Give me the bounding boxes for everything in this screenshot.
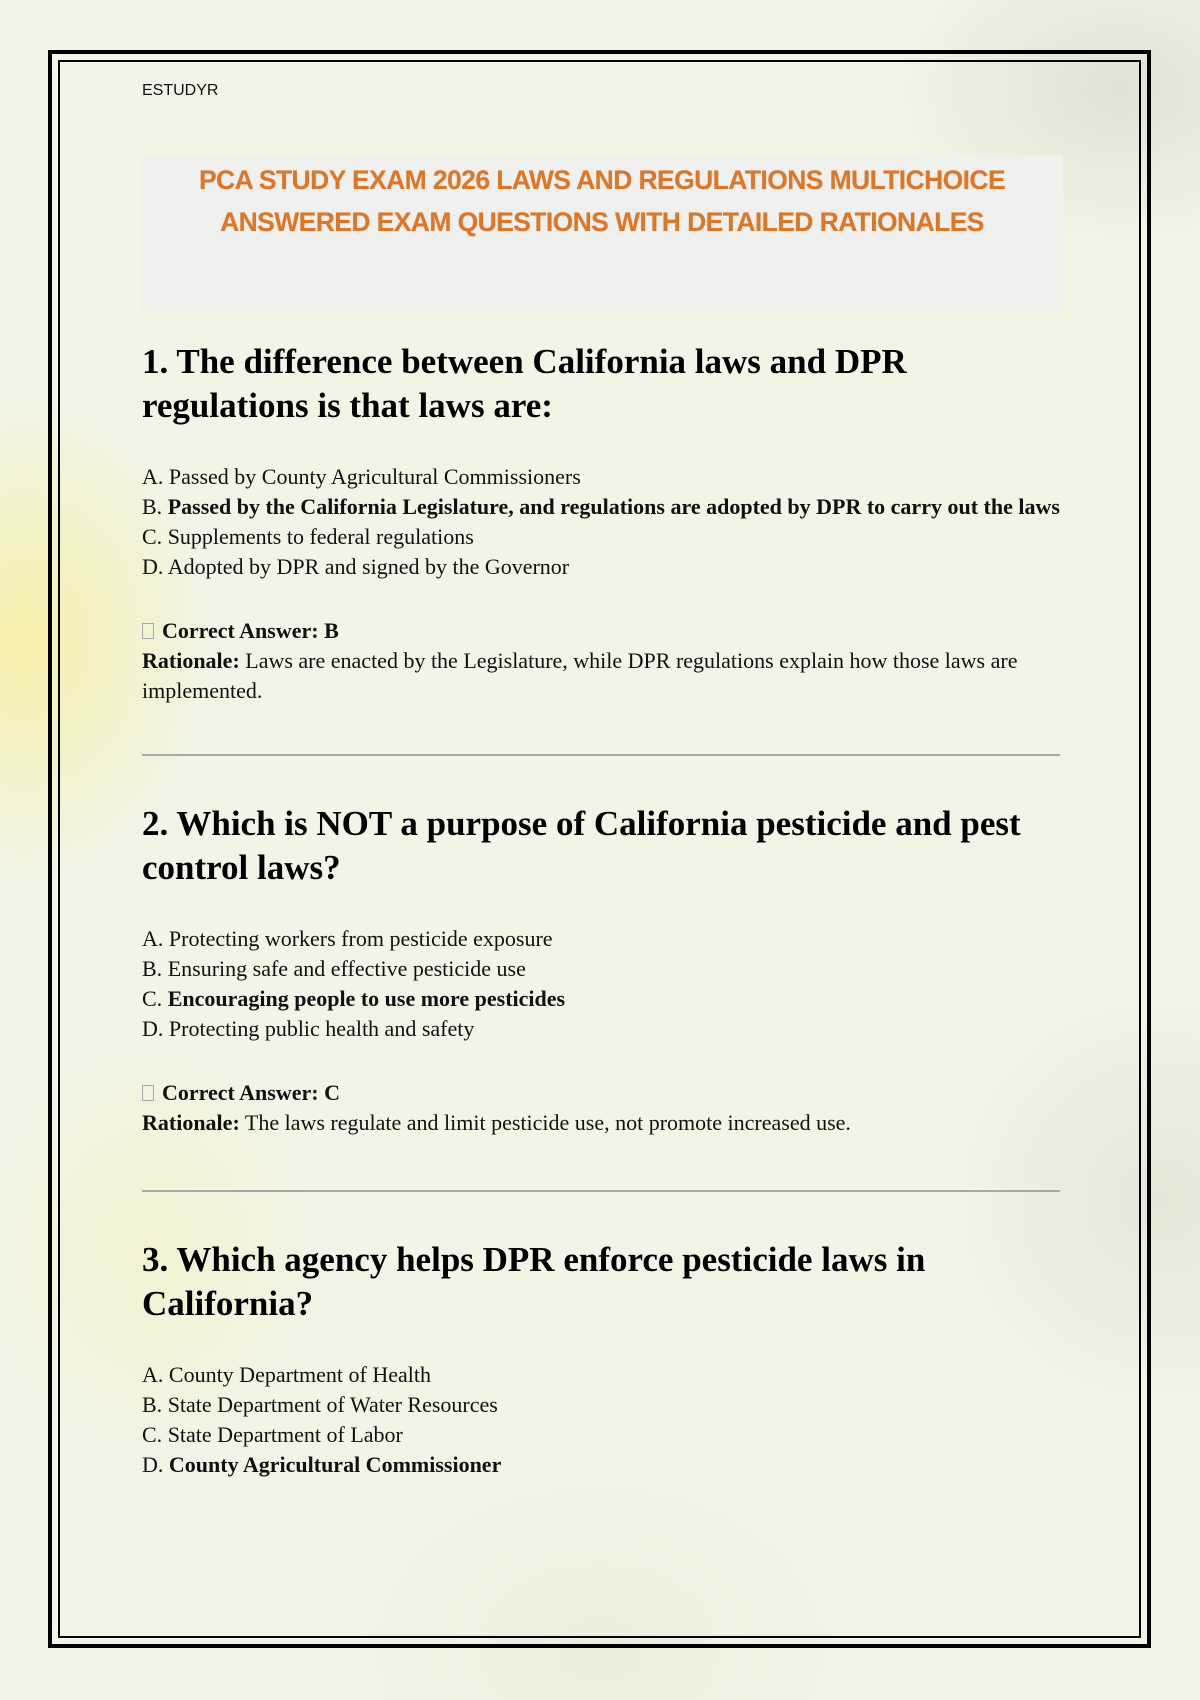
options-list xyxy=(142,924,1062,1044)
document-title xyxy=(141,155,1063,243)
option-letter: B. xyxy=(142,956,163,981)
rationale xyxy=(142,1108,1062,1138)
question-heading: 2. Which is NOT a purpose of California pesticide and pest control laws? xyxy=(142,804,1021,887)
option-c xyxy=(142,1420,1062,1450)
option-text: State Department of Water Resources xyxy=(167,1392,498,1417)
option-text: Supplements to federal regulations xyxy=(167,524,474,549)
section-divider xyxy=(142,1190,1060,1192)
answer-block xyxy=(142,1078,1062,1138)
option-b xyxy=(142,954,1062,984)
option-letter: C. xyxy=(142,1422,163,1447)
option-text-correct: Passed by the California Legislature, and regulations are adopted by DPR to carry out the laws xyxy=(167,494,1060,519)
option-letter: A. xyxy=(142,926,164,951)
option-a xyxy=(142,924,1062,954)
option-text-correct: Encouraging people to use more pesticides xyxy=(167,986,566,1011)
option-letter: D. xyxy=(142,554,164,579)
option-text: Protecting workers from pesticide exposure xyxy=(168,926,553,951)
option-d xyxy=(142,552,1062,582)
correct-answer-text: Correct Answer: C xyxy=(162,1080,340,1105)
correct-answer-text: Correct Answer: B xyxy=(162,618,339,643)
title-banner xyxy=(141,155,1063,311)
section-divider xyxy=(142,754,1060,756)
checkbox-glyph-icon xyxy=(142,1085,154,1101)
question-heading: 1. The difference between California laws and DPR regulations is that laws are: xyxy=(142,342,907,425)
options-list xyxy=(142,1360,1062,1480)
rationale-text: Laws are enacted by the Legislature, while DPR regulations explain how those laws are implemented. xyxy=(142,648,1018,703)
rationale-label: Rationale: xyxy=(142,1110,240,1135)
title-line-2: ANSWERED EXAM QUESTIONS WITH DETAILED RATIONALES xyxy=(220,207,984,237)
option-letter: B. xyxy=(142,1392,163,1417)
rationale xyxy=(142,646,1062,706)
option-text: Adopted by DPR and signed by the Governor xyxy=(167,554,570,579)
option-c xyxy=(142,522,1062,552)
rationale-label: Rationale: xyxy=(142,648,240,673)
option-a xyxy=(142,1360,1062,1390)
answer-block xyxy=(142,616,1062,706)
option-b xyxy=(142,1390,1062,1420)
option-text: Protecting public health and safety xyxy=(168,1016,475,1041)
option-letter: C. xyxy=(142,524,163,549)
option-letter: B. xyxy=(142,494,163,519)
correct-answer xyxy=(142,616,1062,646)
option-text: Ensuring safe and effective pesticide use xyxy=(167,956,526,981)
option-text: Passed by County Agricultural Commissioners xyxy=(168,464,581,489)
question-3 xyxy=(142,1238,1062,1480)
checkbox-glyph-icon xyxy=(142,623,154,639)
question-heading: 3. Which agency helps DPR enforce pesticide laws in California? xyxy=(142,1240,926,1323)
option-text-correct: County Agricultural Commissioner xyxy=(168,1452,502,1477)
option-letter: A. xyxy=(142,464,164,489)
rationale-text: The laws regulate and limit pesticide use, not promote increased use. xyxy=(244,1110,851,1135)
question-2 xyxy=(142,802,1062,1138)
correct-answer xyxy=(142,1078,1062,1108)
question-1 xyxy=(142,340,1062,706)
option-letter: A. xyxy=(142,1362,164,1387)
question-list xyxy=(142,340,1062,1480)
option-a xyxy=(142,462,1062,492)
option-letter: D. xyxy=(142,1016,164,1041)
option-letter: C. xyxy=(142,986,163,1011)
option-d xyxy=(142,1450,1062,1480)
options-list xyxy=(142,462,1062,582)
option-text: County Department of Health xyxy=(168,1362,431,1387)
option-text: State Department of Labor xyxy=(167,1422,403,1447)
option-c xyxy=(142,984,1062,1014)
option-letter: D. xyxy=(142,1452,164,1477)
option-b xyxy=(142,492,1062,522)
title-line-1: PCA STUDY EXAM 2026 LAWS AND REGULATIONS MULTICHOICE xyxy=(198,165,1006,195)
option-d xyxy=(142,1014,1062,1044)
brand-label: ESTUDYR xyxy=(142,82,219,99)
